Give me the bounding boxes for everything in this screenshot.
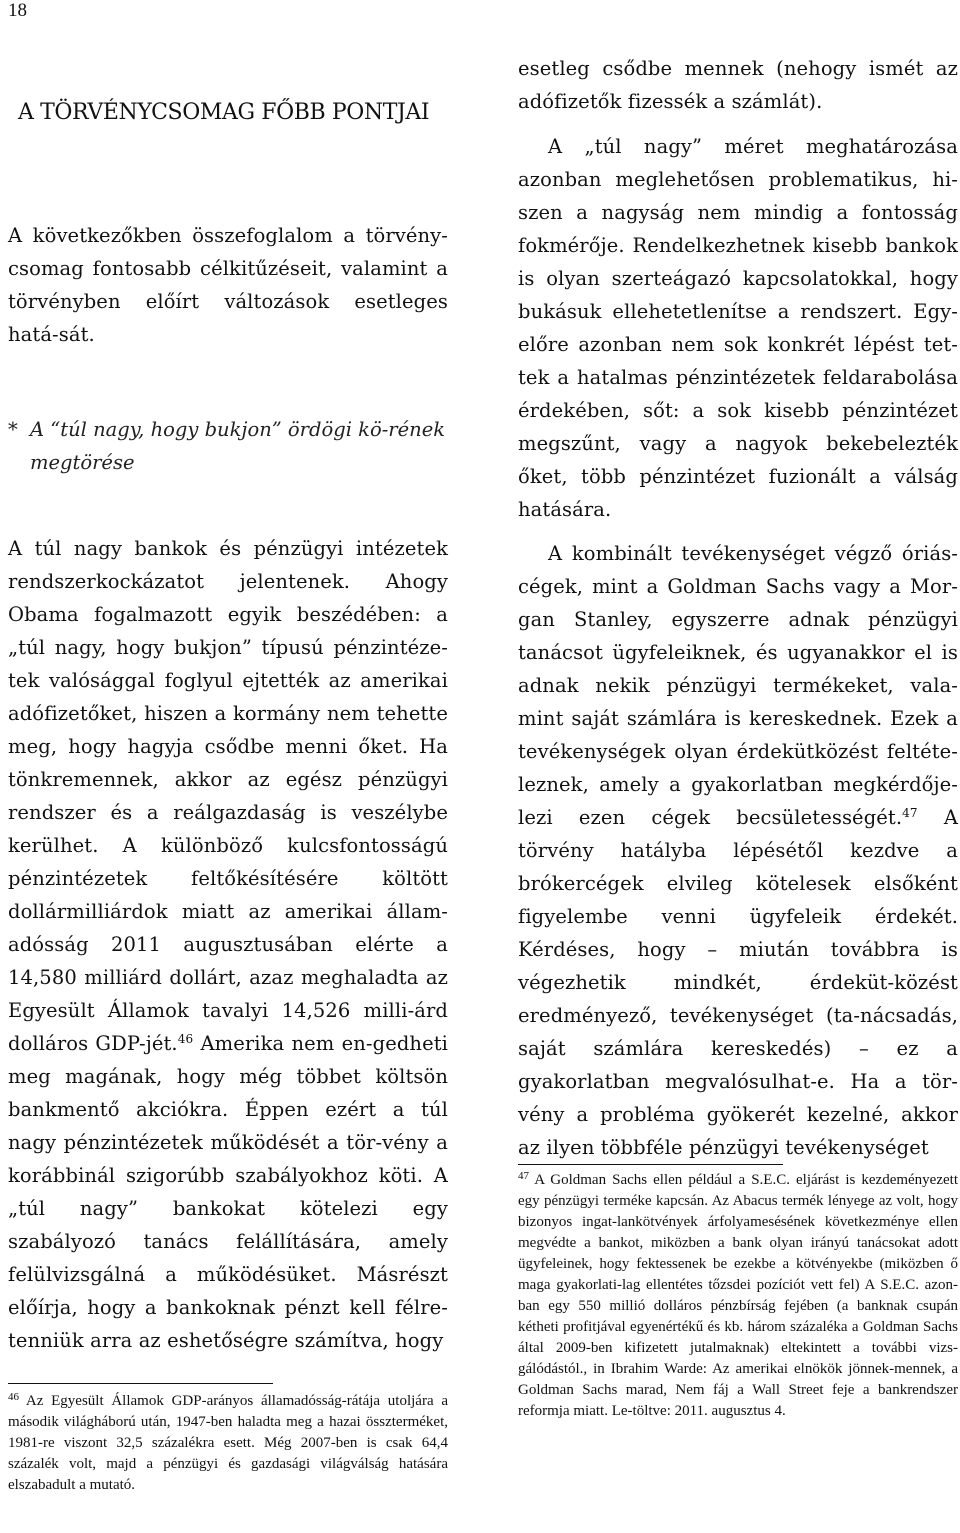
footnote-47 bbox=[518, 1170, 958, 1422]
footnote-divider-right bbox=[518, 1164, 783, 1165]
footnote-text: Az Egyesült Államok GDP-arányos államadósság-rátája utoljára a második világháború után, 1947-ben haladta meg a hazai összterméket, 1981-re viszont 32,5 százalékra esett. Még 2007-ben is csak 64,4 százalék volt, majd a pénzügyi és gazdasági világválság hatására elszabadult a mutató. bbox=[8, 1393, 448, 1493]
paragraph-text: A túl nagy bankok és pénzügyi intézetek rendszerkockázatot jelentenek. Ahogy Obama fogalmazott egyik beszédében: a „túl nagy, hogy bukjon” típusú pénzintéze-tek valósággal foglyul ejtették az amerikai adófizetőket, hiszen a kormány nem tehette meg, hogy hagyja csődbe menni őket. Ha tönkremennek, akkor az egész pénzügyi rendszer és a reálgazdaság is veszélybe kerülhet. A különböző kulcsfontosságú pénzintézetek feltőkésítésére költött dollármilliárdok miatt az amerikai állam-adósság 2011 augusztusában elérte a 14,580 milliárd dollárt, azaz meghaladta az Egyesült Államok tavalyi 14,526 milli-árd dolláros GDP-jét. bbox=[8, 537, 448, 1055]
intro-paragraph: A következőkben összefoglalom a törvény-csomag fontosabb célkitűzéseit, valamint a törvényben előírt változások esetleges hatá-sát. bbox=[8, 224, 448, 346]
page-number: 18 bbox=[8, 0, 27, 21]
paragraph-text-cont: A törvény hatályba lépésétől kezdve a brókercégek elvileg kötelesek elsőként figyelembe venni ügyfeleik érdekét. Kérdéses, hogy – miután továbbra is végezhetik mindkét, érdeküt-közést eredményező, tevékenységet (ta-nácsadás, saját számlára kereskedés) – ez a gyakorlatban megvalósulhat-e. Ha a tör-vény a probléma gyökerét kezelné, akkor az ilyen többféle pénzügyi tevékenységet bbox=[518, 806, 959, 1159]
paragraph-text: A kombinált tevékenységet végző óriás-cégek, mint a Goldman Sachs vagy a Mor-gan Stanley, egyszerre adnak pénzügyi tanácsot ügyfeleiknek, és ugyanakkor el is adnak nekik pénzügyi termékeket, vala-mint saját számlára is kereskednek. Ezek a tevékenységek olyan érdekütközést feltéte-leznek, amely a gyakorlatban megkérdője-lezi ezen cégek becsületességét. bbox=[518, 542, 958, 829]
footnote-ref-46: 46 bbox=[177, 1032, 194, 1046]
paragraph-text-cont: Amerika nem en-gedheti meg magának, hogy még többet költsön bankmentő akciókra. Éppen ezért a túl nagy pénzintézetek működését a tör-vény a korábbinál szigorúbb szabályokhoz köti. A „túl nagy” bankokat kötelezi egy szabályozó tanács felállítására, amely felülvizsgálná a működésüket. Másrészt előírja, hogy a bankoknak pénzt kell félre-tenniük arra az eshetőségre számítva, hogy bbox=[8, 1032, 449, 1352]
paragraph-too-big-to-fail bbox=[8, 532, 448, 1357]
bullet-heading-text: A “túl nagy, hogy bukjon” ördögi kö-rének megtörése bbox=[30, 418, 446, 474]
paragraph-continuation: esetleg csődbe mennek (nehogy ismét az adófizetők fizessék a számlát). bbox=[518, 57, 958, 113]
bullet-asterisk: * bbox=[8, 418, 18, 441]
footnote-ref-47: 47 bbox=[902, 806, 918, 820]
section-title: A TÖRVÉNYCSOMAG FŐBB PONTJAI bbox=[18, 100, 430, 125]
footnote-text: A Goldman Sachs ellen például a S.E.C. eljárást is kezdeményezett egy pénzügyi terméke kapcsán. Az Abacus termék lényege az volt, hogy bizonyos ingat-lankötvények árfolyamesésének következménye ellen megvédte a bankot, miközben a bank olyan irányú tanácsokat adott ügyfeleinek, hogy fektessenek be ezekbe a kötvényekbe (miközben ő maga gyakorlati-lag ellentétes tőzsdei pozíciót vett fel) A S.E.C. azon-ban egy 550 millió dolláros pénzbírság fejében (a banknak csupán kétheti profitjával egyenértékű és kb. három százaléka a Goldman Sachs által 2009-ben kifizetett jutalmaknak) eltekintett a további vizs-gálódástól., in Ibrahim Warde: Az amerikai elnökök jönnek-mennek, a Goldman Sachs marad, Nem fáj a Wall Street feje a bankrendszer reformja miatt. Le-töltve: 2011. augusztus 4. bbox=[518, 1172, 958, 1419]
footnote-46 bbox=[8, 1391, 448, 1496]
footnote-number: 46 bbox=[8, 1391, 19, 1403]
paragraph-size-definition: A „túl nagy” méret meghatározása azonban meglehetősen problematikus, hi-szen a nagyság nem mindig a fontosság fokmérője. Rendelkezhetnek kisebb bankok is olyan szerteágazó kapcsolatokkal, hogy bukásuk ellehetetlenítse a rendszert. Egy-előre azonban nem sok konkrét lépést tet-tek a hatalmas pénzintézetek feldarabolása érdekében, sőt: a sok kisebb pénzintézet megszűnt, vagy a nagyok bekebelezték őket, több pénzintézet fuzionált a válság hatására. bbox=[518, 135, 958, 521]
paragraph-combined-activities bbox=[518, 537, 958, 1164]
bullet-heading bbox=[8, 413, 448, 479]
footnote-number: 47 bbox=[518, 1170, 529, 1182]
footnote-divider-left bbox=[8, 1383, 273, 1384]
